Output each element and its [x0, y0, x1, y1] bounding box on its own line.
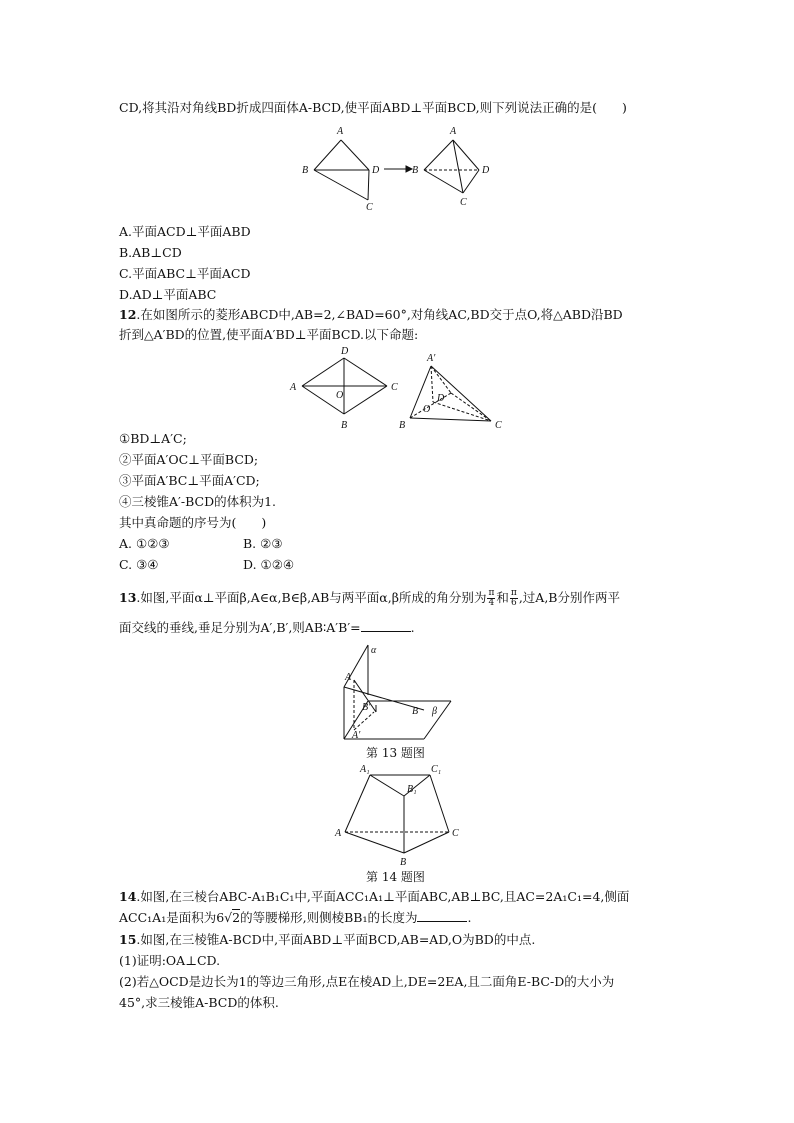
q12-label-O2: O [423, 404, 431, 415]
q15-number: 15 [119, 932, 137, 947]
q13-stem-text2: 面交线的垂线,垂足分别为A′,B′,则AB∶A′B′= [119, 620, 361, 635]
q13-stem-text1b: ,过A,B分别作两平 [518, 590, 620, 605]
q12-prop-4: ④三棱锥A′-BCD的体积为1. [119, 494, 277, 509]
q11-label-C2: C [460, 197, 467, 208]
q11-option-c: C.平面ABC⊥平面ACD [119, 266, 251, 281]
q13-label-beta: β [432, 706, 437, 717]
q13-label-Bprime: B′ [362, 702, 371, 713]
q15-part2-line1: (2)若△OCD是边长为1的等边三角形,点E在棱AD上,DE=2EA,且二面角E-BC-D的大小为 [119, 974, 615, 989]
q11-option-b: B.AB⊥CD [119, 245, 182, 260]
q12-label-Aprime: A′ [427, 353, 436, 364]
q12-number: 12 [119, 307, 137, 322]
q12-label-C: C [391, 382, 398, 393]
q11-stem: CD,将其沿对角线BD折成四面体A-BCD,使平面ABD⊥平面BCD,则下列说法正确的是( ) [119, 100, 627, 115]
q13-stem-line2: 面交线的垂线,垂足分别为A′,B′,则AB∶A′B′= . [119, 620, 415, 635]
q14-stem-line2: ACC₁A₁是面积为6√2的等腰梯形,则侧棱BB₁的长度为 . [119, 910, 472, 925]
q12-prop-2: ②平面A′OC⊥平面BCD; [119, 452, 259, 467]
q12-stem-line2: 折到△A′BD的位置,使平面A′BD⊥平面BCD.以下命题: [119, 327, 419, 342]
q12-option-b: B. ②③ [243, 536, 283, 551]
q13-frac2-den: 6 [510, 598, 517, 608]
q14-stem-line1 [119, 889, 629, 905]
q13-label-alpha: α [371, 645, 377, 656]
q14-label-B: B [400, 857, 407, 868]
q12-option-a: A. ①②③ [119, 536, 170, 551]
q13-label-B: B [412, 706, 419, 717]
q14-stem-text2a: ACC₁A₁是面积为6 [119, 910, 225, 925]
q13-stem-line1 [119, 589, 620, 608]
q11-label-A: A [337, 126, 344, 137]
q11-option-a: A.平面ACD⊥平面ABD [119, 224, 251, 239]
q12-label-A: A [290, 382, 297, 393]
q12-label-B2: B [399, 420, 406, 431]
q11-label-D: D [372, 165, 380, 176]
q11-label-B: B [302, 165, 309, 176]
q14-stem-text1: .如图,在三棱台ABC-A₁B₁C₁中,平面ACC₁A₁⊥平面ABC,AB⊥BC,且AC=2A₁C₁=4,侧面 [136, 889, 630, 904]
q12-option-d: D. ①②④ [243, 557, 295, 572]
q12-label-D2: D [437, 393, 445, 404]
q14-sqrt-sign: √ [224, 910, 233, 925]
q11-label-C: C [366, 202, 373, 213]
q12-label-C2: C [495, 420, 502, 431]
q15-stem [119, 932, 535, 948]
q13-and: 和 [496, 590, 509, 605]
q11-label-A2: A [450, 126, 457, 137]
q15-part2-line2: 45°,求三棱锥A-BCD的体积. [119, 995, 279, 1010]
q13-stem-text1a: .如图,平面α⊥平面β,A∈α,B∈β,AB与两平面α,β所成的角分别为 [136, 590, 487, 605]
q13-answer-blank[interactable] [361, 620, 411, 632]
q12-prop-1: ①BD⊥A′C; [119, 431, 187, 446]
q11-option-d: D.AD⊥平面ABC [119, 287, 217, 302]
q14-label-C: C [452, 828, 459, 839]
q13-label-Aprime: A′ [352, 730, 361, 741]
q13-fraction-pi-6 [510, 589, 518, 608]
q12-label-O: O [336, 390, 344, 401]
q15-part1: (1)证明:OA⊥CD. [119, 953, 221, 968]
q14-label-C1: C₁ [431, 764, 442, 775]
q13-frac1-num: π [488, 588, 495, 598]
q13-frac1-den: 4 [488, 598, 495, 608]
q14-caption: 第 14 题图 [366, 870, 425, 884]
q13-frac2-num: π [510, 588, 517, 598]
q11-label-D2: D [482, 165, 490, 176]
q13-caption: 第 13 题图 [366, 746, 425, 760]
q13-label-A: A [345, 672, 352, 683]
q12-ask: 其中真命题的序号为( ) [119, 515, 267, 530]
q13-fraction-pi-4 [487, 589, 495, 608]
q11-label-B2: B [412, 165, 419, 176]
q12-option-c: C. ③④ [119, 557, 159, 572]
q14-answer-blank[interactable] [417, 910, 467, 922]
q12-label-D: D [341, 346, 349, 357]
q12-label-B: B [341, 420, 348, 431]
q14-stem-text2b: 的等腰梯形,则侧棱BB₁的长度为 [240, 910, 418, 925]
q12-prop-3: ③平面A′BC⊥平面A′CD; [119, 473, 260, 488]
q14-sqrt-value: 2 [232, 910, 241, 925]
q14-label-A1: A₁ [360, 764, 370, 775]
q15-stem-text: .如图,在三棱锥A-BCD中,平面ABD⊥平面BCD,AB=AD,O为BD的中点. [136, 932, 536, 947]
q13-number: 13 [119, 590, 137, 605]
q12-stem-text1: .在如图所示的菱形ABCD中,AB=2,∠BAD=60°,对角线AC,BD交于点O,将△ABD沿BD [136, 307, 623, 322]
q14-number: 14 [119, 889, 137, 904]
q14-label-B1: B₁ [407, 784, 417, 795]
q14-label-A: A [335, 828, 342, 839]
q12-stem-line1 [119, 307, 623, 323]
